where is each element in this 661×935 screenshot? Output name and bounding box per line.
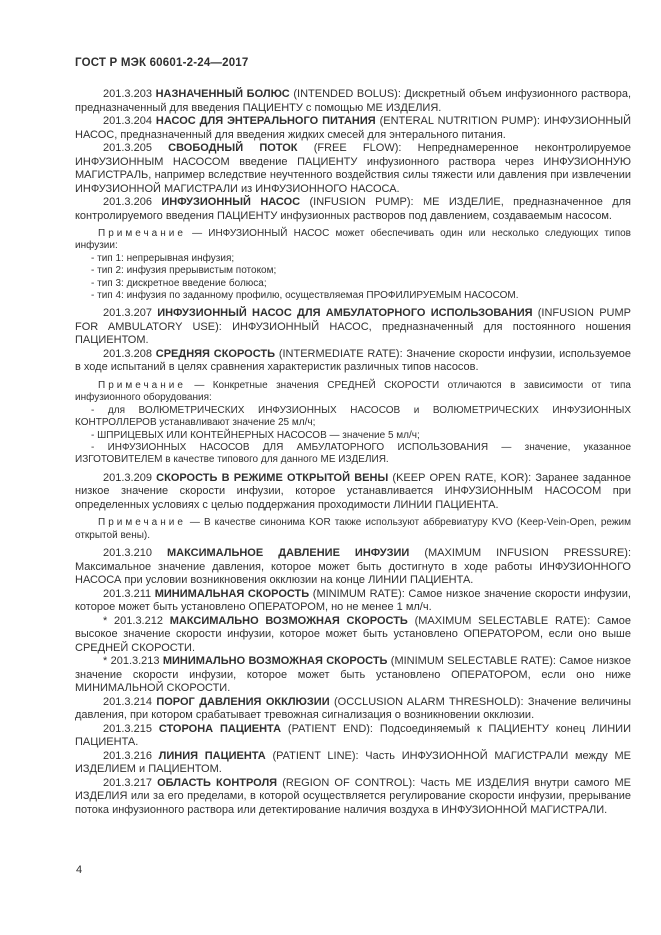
term-paragraph: [75, 547, 631, 588]
term-title: СТОРОНА ПАЦИЕНТА: [158, 722, 282, 735]
term-number: 201.3.203: [103, 88, 156, 100]
term-number: 201.3.214: [103, 695, 157, 708]
term-title: МАКСИМАЛЬНО ВОЗМОЖНАЯ СКОРОСТЬ: [169, 614, 408, 627]
term-paragraph: [75, 307, 631, 348]
note-label: Примечание: [98, 379, 186, 391]
note-list-item: - тип 2: инфузия прерывистым потоком;: [91, 265, 277, 277]
term-paragraph: [75, 750, 631, 777]
term-title: ЛИНИЯ ПАЦИЕНТА: [158, 749, 266, 762]
term-definition: (MAXIMUM INFUSION PRESSURE): Максимальное значение давления, которое может быть достигнуто в ходе работы ИНФУЗИОННОГО НАСОСА при условии возникновения окклюзии на конце ЛИНИИ ПАЦИЕНТА.: [75, 547, 631, 587]
note-list-item: - тип 3: дискретное введение болюса;: [91, 277, 267, 289]
note-label: Примечание: [98, 517, 186, 529]
note-list-item: - тип 4: инфузия по заданному профилю, осуществляемая ПРОФИЛИРУЕМЫМ НАСОСОМ.: [91, 290, 519, 302]
term-paragraph: [75, 723, 631, 750]
term-title: ИНФУЗИОННЫЙ НАСОС ДЛЯ АМБУЛАТОРНОГО ИСПОЛЬЗОВАНИЯ: [157, 307, 533, 320]
term-definition: (FREE FLOW): Непреднамеренное неконтролируемое ИНФУЗИОННЫМ НАСОСОМ введение ПАЦИЕНТУ инфузионного раствора через ИНФУЗИОННУЮ МАГИСТРАЛЬ, например вследствие неучтенного воздействия силы тяжести или давления при извлечении ИНФУЗИОННОЙ МАГИСТРАЛИ из ИНФУЗИОННОГО НАСОСА.: [75, 142, 631, 195]
term-title: НАСОС ДЛЯ ЭНТЕРАЛЬНОГО ПИТАНИЯ: [155, 115, 376, 127]
term-title: СРЕДНЯЯ СКОРОСТЬ: [155, 347, 276, 360]
term-definition: (PATIENT LINE): Часть ИНФУЗИОННОЙ МАГИСТРАЛИ между МЕ ИЗДЕЛИЕМ и ПАЦИЕНТОМ.: [75, 749, 631, 776]
term-paragraph: [75, 88, 631, 115]
term-paragraph: [75, 655, 631, 696]
term-definition: (ENTERAL NUTRITION PUMP): ИНФУЗИОННЫЙ НАСОС, предназначенный для введения жидких смесей для энтерального питания.: [75, 115, 631, 141]
term-number: 201.3.215: [103, 722, 159, 735]
term-title: ОБЛАСТЬ КОНТРОЛЯ: [157, 776, 278, 789]
note-label: Примечание: [98, 228, 186, 239]
term-paragraph: [75, 472, 631, 513]
term-number: 201.3.217: [103, 776, 158, 789]
term-paragraph: [75, 588, 631, 615]
term-paragraph: [75, 777, 631, 818]
note-paragraph: [75, 228, 631, 253]
page-number: 4: [76, 864, 83, 876]
note-list-item: - тип 1: непрерывная инфузия;: [91, 252, 235, 264]
term-number: 201.3.206: [103, 196, 162, 208]
note-text: — Конкретные значения СРЕДНЕЙ СКОРОСТИ отличаются в зависимости от типа инфузионного оборудования:: [75, 379, 631, 404]
term-title: СВОБОДНЫЙ ПОТОК: [168, 142, 298, 154]
term-title: МАКСИМАЛЬНОЕ ДАВЛЕНИЕ ИНФУЗИИ: [166, 547, 410, 560]
document-header: ГОСТ Р МЭК 60601-2-24—2017: [75, 57, 249, 69]
note-list-item: - для ВОЛЮМЕТРИЧЕСКИХ ИНФУЗИОННЫХ НАСОСОВ и ВОЛЮМЕТРИЧЕСКИХ ИНФУЗИОННЫХ КОНТРОЛЛЕРОВ устанавливают значение 25 мл/ч;: [75, 404, 631, 429]
term-definition: (INTENDED BOLUS): Дискретный объем инфузионного раствора, предназначенный для введения ПАЦИЕНТУ с помощью МЕ ИЗДЕЛИЯ.: [75, 88, 631, 114]
term-title: ИНФУЗИОННЫЙ НАСОС: [161, 196, 301, 208]
term-definition: (PATIENT END): Подсоединяемый к ПАЦИЕНТУ конец ЛИНИИ ПАЦИЕНТА.: [75, 722, 631, 749]
document-body: [75, 88, 631, 817]
term-number: 201.3.211: [103, 587, 155, 600]
term-definition: (MINIMUM RATE): Самое низкое значение скорости инфузии, которое может быть установлено ОПЕРАТОРОМ, но не менее 1 мл/ч.: [75, 587, 631, 614]
term-number: 201.3.208: [103, 347, 156, 360]
term-paragraph: [75, 196, 631, 223]
term-number: 201.3.216: [103, 749, 159, 762]
term-title: НАЗНАЧЕННЫЙ БОЛЮС: [155, 88, 290, 100]
note-text: — ИНФУЗИОННЫЙ НАСОС может обеспечивать один или несколько следующих типов инфузии:: [75, 228, 631, 252]
term-definition: (OCCLUSION ALARM THRESHOLD): Значение величины давления, при котором срабатывает тревожная сигнализация о возникновении окклюзии.: [75, 695, 631, 722]
term-number: 201.3.210: [103, 547, 167, 560]
term-definition: (INTERMEDIATE RATE): Значение скорости инфузии, используемое в ходе испытаний в целях сравнения характеристик различных типов насосов.: [75, 347, 631, 374]
term-paragraph: [75, 142, 631, 196]
term-number: * 201.3.213: [103, 655, 163, 668]
note-list-item: - ШПРИЦЕВЫХ ИЛИ КОНТЕЙНЕРНЫХ НАСОСОВ — значение 5 мл/ч;: [91, 429, 420, 441]
term-definition: (INFUSION PUMP): МЕ ИЗДЕЛИЕ, предназначенное для контролируемого введения ПАЦИЕНТУ инфузионных растворов под давлением, создаваемым насосом.: [75, 196, 632, 222]
note-text: — В качестве синонима KOR также используют аббревиатуру KVO (Keep-Vein-Open, режим открытой вены).: [75, 517, 631, 541]
note-list-item: - ИНФУЗИОННЫХ НАСОСОВ ДЛЯ АМБУЛАТОРНОГО ИСПОЛЬЗОВАНИЯ — значение, указанное ИЗГОТОВИТЕЛЕМ в качестве типового для данного МЕ ИЗДЕЛИЯ.: [75, 441, 631, 466]
term-paragraph: [75, 696, 631, 723]
term-title: МИНИМАЛЬНО ВОЗМОЖНАЯ СКОРОСТЬ: [162, 655, 388, 668]
term-definition: (REGION OF CONTROL): Часть МЕ ИЗДЕЛИЯ внутри самого МЕ ИЗДЕЛИЯ или за его пределами, в которой осуществляется регулирование скорости инфузии, прерывание потока инфузионного раствора или детектирование наличия воздуха в ИНФУЗИОННОЙ МАГИСТРАЛИ.: [75, 776, 631, 816]
term-number: 201.3.204: [103, 115, 156, 127]
term-paragraph: [75, 615, 631, 656]
note-paragraph: [75, 380, 631, 405]
note-paragraph: [75, 517, 631, 542]
term-definition: (MAXIMUM SELECTABLE RATE): Самое высокое значение скорости инфузии, которое может быть установлено ОПЕРАТОРОМ, если оно выше СРЕДНЕЙ СКОРОСТИ.: [75, 614, 631, 654]
term-number: * 201.3.212: [103, 614, 170, 627]
term-title: ПОРОГ ДАВЛЕНИЯ ОККЛЮЗИИ: [156, 695, 330, 708]
term-definition: (MINIMUM SELECTABLE RATE): Самое низкое значение скорости инфузии, которое может быть установлено ОПЕРАТОРОМ, если оно ниже МИНИМАЛЬНОЙ СКОРОСТИ.: [75, 655, 631, 695]
term-definition: (KEEP OPEN RATE, KOR): Заранее заданное низкое значение скорости инфузии, которое устанавливается ИНФУЗИОННЫМ НАСОСОМ при определенных условиях с целью поддержания проходимости ЛИНИИ ПАЦИЕНТА.: [75, 471, 631, 511]
term-definition: (INFUSION PUMP FOR AMBULATORY USE): ИНФУЗИОННЫЙ НАСОС, предназначенный для постоянного ношения ПАЦИЕНТОМ.: [75, 307, 631, 347]
term-paragraph: [75, 348, 631, 375]
term-title: МИНИМАЛЬНАЯ СКОРОСТЬ: [154, 587, 310, 600]
term-number: 201.3.209: [103, 471, 157, 484]
term-paragraph: [75, 115, 631, 142]
term-number: 201.3.207: [103, 307, 158, 320]
term-number: 201.3.205: [103, 142, 169, 154]
term-title: СКОРОСТЬ В РЕЖИМЕ ОТКРЫТОЙ ВЕНЫ: [156, 471, 389, 484]
